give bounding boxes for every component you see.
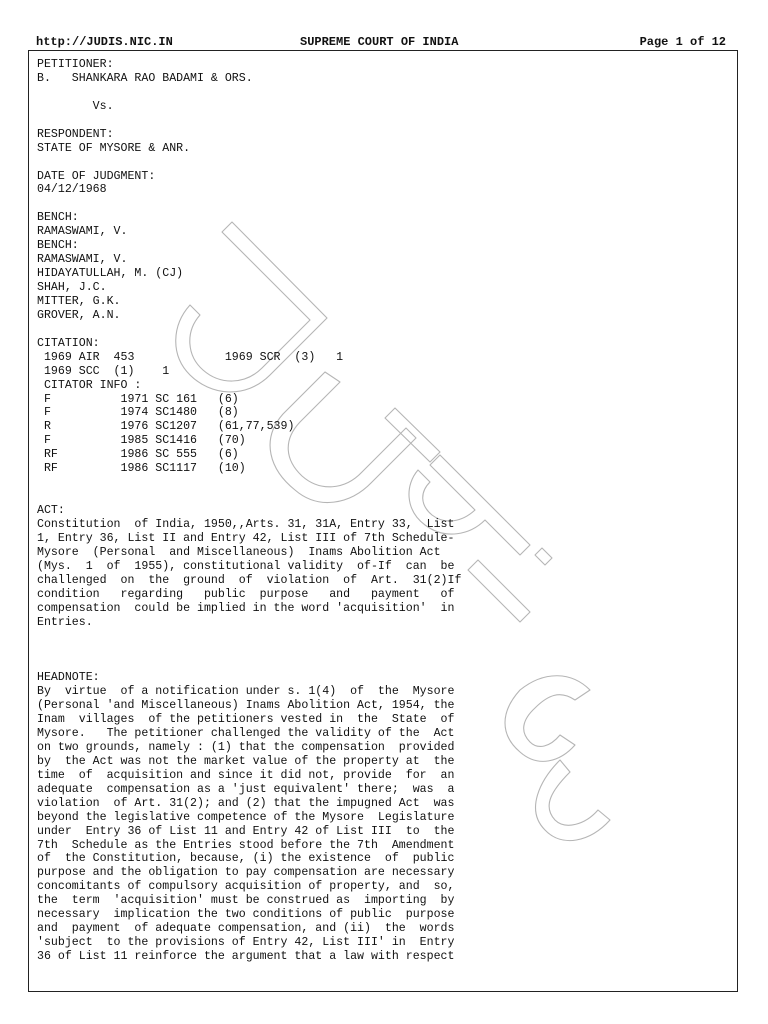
court-name: SUPREME COURT OF INDIA <box>300 35 459 49</box>
text-line <box>37 490 497 504</box>
text-line: of the Constitution, because, (i) the existence of public <box>37 852 455 866</box>
text-line: RF 1986 SC1117 (10) <box>37 462 246 476</box>
text-line: R 1976 SC1207 (61,77,539) <box>37 420 295 434</box>
judgment-text <box>37 58 497 964</box>
page-header <box>36 35 726 51</box>
text-line: DATE OF JUDGMENT: <box>37 169 156 183</box>
text-line: F 1985 SC1416 (70) <box>37 434 246 448</box>
text-line <box>37 114 497 128</box>
text-line: BENCH: <box>37 239 79 253</box>
text-line: the term 'acquisition' must be construed as importing by <box>37 894 455 908</box>
text-line: HEADNOTE: <box>37 671 100 685</box>
text-line: 1, Entry 36, List II and Entry 42, List III of 7th Schedule- <box>37 531 455 545</box>
text-line: RESPONDENT: <box>37 127 114 141</box>
text-line: 36 of List 11 reinforce the argument that a law with respect <box>37 950 455 963</box>
text-line: F 1974 SC1480 (8) <box>37 406 239 420</box>
text-line: Inam villages of the petitioners vested in the State of <box>37 713 455 727</box>
text-line: on two grounds, namely : (1) that the compensation provided <box>37 740 455 754</box>
text-line: SHAH, J.C. <box>37 281 107 294</box>
text-line: CITATOR INFO : <box>37 378 142 392</box>
text-line <box>37 643 497 657</box>
text-line: GROVER, A.N. <box>37 308 121 322</box>
text-line: time of acquisition and since it did not, provide for an <box>37 768 455 782</box>
text-line <box>37 476 497 490</box>
text-line: Mysore. The petitioner challenged the validity of the Act <box>37 727 455 740</box>
text-line: Vs. <box>37 99 114 113</box>
text-line <box>37 86 497 100</box>
text-line: challenged on the ground of violation of Art. 31(2)If <box>37 573 462 587</box>
text-line: 1969 AIR 453 1969 SCR (3) 1 <box>37 350 344 364</box>
text-line: RAMASWAMI, V. <box>37 253 128 267</box>
text-line <box>37 197 497 211</box>
text-line: Constitution of India, 1950,,Arts. 31, 31A, Entry 33, List <box>37 517 455 531</box>
text-line: 7th Schedule as the Entries stood before the 7th Amendment <box>37 838 455 852</box>
page-number: Page 1 of 12 <box>639 35 726 49</box>
text-line: CITATION: <box>37 336 100 350</box>
text-line: PETITIONER: <box>37 58 114 71</box>
text-line: F 1971 SC 161 (6) <box>37 392 239 406</box>
text-line: 'subject to the provisions of Entry 42, List III' in Entry <box>37 936 455 950</box>
text-line: 1969 SCC (1) 1 <box>37 364 170 378</box>
text-line: RAMASWAMI, V. <box>37 225 128 239</box>
text-line: concomitants of compulsory acquisition of property, and so, <box>37 880 455 894</box>
text-line: violation of Art. 31(2); and (2) that the impugned Act was <box>37 796 455 810</box>
text-line: purpose and the obligation to pay compensation are necessary <box>37 866 455 880</box>
text-line <box>37 657 497 671</box>
text-line: by the Act was not the market value of the property at the <box>37 754 455 768</box>
text-line <box>37 323 497 337</box>
text-line: (Mys. 1 of 1955), constitutional validity of-If can be <box>37 559 455 573</box>
source-url[interactable]: http://JUDIS.NIC.IN <box>36 35 173 49</box>
text-line: Entries. <box>37 615 93 629</box>
text-line: By virtue of a notification under s. 1(4) of the Mysore <box>37 685 455 699</box>
text-line: ACT: <box>37 504 65 517</box>
text-line: MITTER, G.K. <box>37 294 121 308</box>
text-line <box>37 156 497 170</box>
text-line: STATE OF MYSORE & ANR. <box>37 141 191 155</box>
text-line: 04/12/1968 <box>37 183 107 197</box>
text-line: HIDAYATULLAH, M. (CJ) <box>37 267 184 281</box>
text-line: compensation could be implied in the word 'acquisition' in <box>37 601 455 615</box>
text-line: and payment of adequate compensation, and (ii) the words <box>37 922 455 936</box>
text-line: (Personal 'and Miscellaneous) Inams Abolition Act, 1954, the <box>37 699 455 713</box>
text-line: B. SHANKARA RAO BADAMI & ORS. <box>37 71 253 85</box>
text-line <box>37 629 497 643</box>
text-line: under Entry 36 of List 11 and Entry 42 of List III to the <box>37 824 455 838</box>
text-line: Mysore (Personal and Miscellaneous) Inams Abolition Act <box>37 545 441 559</box>
text-line: RF 1986 SC 555 (6) <box>37 448 239 462</box>
text-line: adequate compensation as a 'just equivalent' there; was a <box>37 782 455 796</box>
text-line: condition regarding public purpose and payment of <box>37 587 455 601</box>
text-line: beyond the legislative competence of the Mysore Legislature <box>37 810 455 824</box>
text-line: necessary implication the two conditions of public purpose <box>37 908 455 922</box>
text-line: BENCH: <box>37 211 79 225</box>
